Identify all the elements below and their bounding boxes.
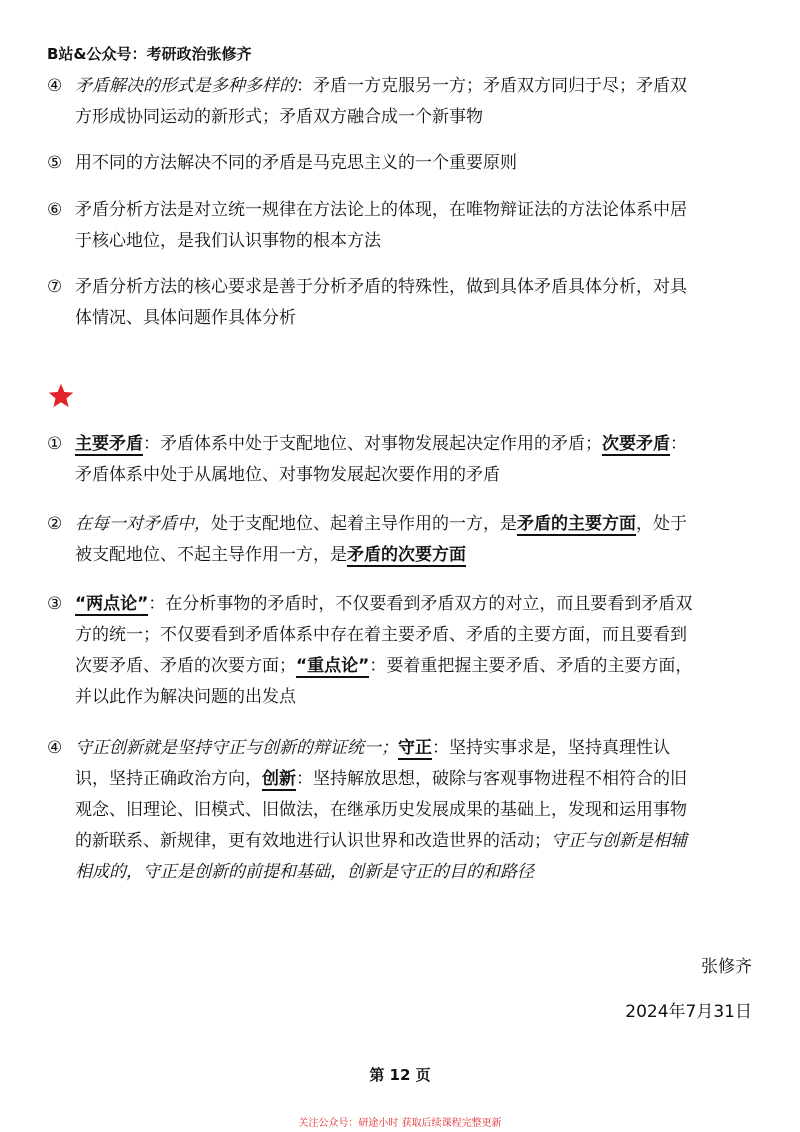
item-text: 的新联系、新规律，更有效地进行认识世界和改造世界的活动； xyxy=(75,831,551,851)
item-number: ⑥ xyxy=(47,200,63,220)
item-line xyxy=(47,71,757,102)
item-number: ④ xyxy=(47,738,63,758)
signature-name: 张修齐 xyxy=(701,957,752,977)
item-line xyxy=(47,429,757,460)
item-text: 观念、旧理论、旧模式、旧做法，在继承历史发展成果的基础上，发现和运用事物 xyxy=(75,800,687,820)
item-line xyxy=(47,589,757,620)
handwritten-text: 守正创新就是坚持守正与创新的辩证统一； xyxy=(75,738,398,758)
item-line xyxy=(47,509,757,540)
item-7-core-requirement xyxy=(47,272,757,334)
red-star-icon xyxy=(47,382,75,410)
item-4-solution-forms xyxy=(47,71,757,133)
item-text: 体情况、具体问题作具体分析 xyxy=(75,308,296,328)
item-text: 于核心地位，是我们认识事物的根本方法 xyxy=(75,231,381,251)
item-text: 识，坚持正确政治方向， xyxy=(75,769,262,789)
item-text: ：矛盾一方克服另一方；矛盾双方同归于尽；矛盾双 xyxy=(296,76,687,96)
item-text: 矛盾体系中处于从属地位、对事物发展起次要作用的矛盾 xyxy=(75,465,500,485)
item-line xyxy=(47,148,757,179)
item-text: ：要着重把握主要矛盾、矛盾的主要方面， xyxy=(369,656,693,676)
item-text: 方的统一；不仅要看到矛盾体系中存在着主要矛盾、矛盾的主要方面，而且要看到 xyxy=(75,625,687,645)
item-number: ④ xyxy=(47,76,63,96)
item-text: 方形成协同运动的新形式；矛盾双方融合成一个新事物 xyxy=(75,107,483,127)
item-text: 被支配地位、不起主导作用一方，是 xyxy=(75,545,347,565)
item-line xyxy=(47,540,757,571)
item-4-upholding-innovation xyxy=(47,733,757,888)
item-line xyxy=(47,826,757,857)
item-text: 用不同的方法解决不同的矛盾是马克思主义的一个重要原则 xyxy=(75,153,517,173)
item-text: ：在分析事物的矛盾时，不仅要看到矛盾双方的对立，而且要看到矛盾双 xyxy=(148,594,693,614)
item-number: ① xyxy=(47,434,63,454)
key-term: 守正 xyxy=(398,738,432,758)
item-5-principle xyxy=(47,148,757,179)
item-text: ：坚持解放思想，破除与客观事物进程不相符合的旧 xyxy=(296,769,687,789)
header-source: B站&公众号：考研政治张修齐 xyxy=(47,45,252,63)
item-text: ：矛盾体系中处于支配地位、对事物发展起决定作用的矛盾； xyxy=(143,434,602,454)
handwritten-text: 相成的，守正是创新的前提和基础，创新是守正的目的和路径 xyxy=(75,862,534,882)
page-number: 第 12 页 xyxy=(369,1066,431,1084)
item-text: ： xyxy=(670,434,687,454)
item-text: ：坚持实事求是，坚持真理性认 xyxy=(432,738,670,758)
item-number: ⑦ xyxy=(47,277,63,297)
signature-date: 2024年7月31日 xyxy=(625,1002,752,1022)
footer-note: 关注公众号：研途小时 获取后续课程完整更新 xyxy=(298,1118,502,1129)
item-text: 矛盾分析方法是对立统一规律在方法论上的体现，在唯物辩证法的方法论体系中居 xyxy=(75,200,687,220)
key-term: 创新 xyxy=(262,769,296,789)
handwritten-text: 矛盾解决的形式是多种多样的 xyxy=(75,76,296,96)
item-line xyxy=(47,195,757,226)
item-text: 处于支配地位、起着主导作用的一方，是 xyxy=(211,514,517,534)
item-text: ，处于 xyxy=(636,514,687,534)
item-3-two-point-theory xyxy=(47,589,757,713)
item-line xyxy=(47,272,757,303)
item-1-principal-contradiction xyxy=(47,429,757,491)
item-text: 矛盾分析方法的核心要求是善于分析矛盾的特殊性，做到具体矛盾具体分析，对具 xyxy=(75,277,687,297)
item-2-principal-aspect xyxy=(47,509,757,571)
item-line xyxy=(47,651,757,682)
handwritten-text: 在每一对矛盾中， xyxy=(75,514,211,534)
item-number: ③ xyxy=(47,594,63,614)
item-text: 次要矛盾、矛盾的次要方面； xyxy=(75,656,296,676)
key-term: 主要矛盾 xyxy=(75,434,143,454)
key-term: 矛盾的次要方面 xyxy=(347,545,466,565)
key-term: “两点论” xyxy=(75,594,149,614)
item-line xyxy=(47,764,757,795)
key-term: 矛盾的主要方面 xyxy=(517,514,636,534)
key-term: 次要矛盾 xyxy=(602,434,670,454)
item-6-contradiction-analysis xyxy=(47,195,757,257)
key-term: “重点论” xyxy=(296,656,370,676)
item-line xyxy=(47,733,757,764)
handwritten-text: 守正与创新是相辅 xyxy=(551,831,687,851)
item-number: ② xyxy=(47,514,63,534)
item-number: ⑤ xyxy=(47,153,63,173)
item-text: 并以此作为解决问题的出发点 xyxy=(75,687,296,707)
